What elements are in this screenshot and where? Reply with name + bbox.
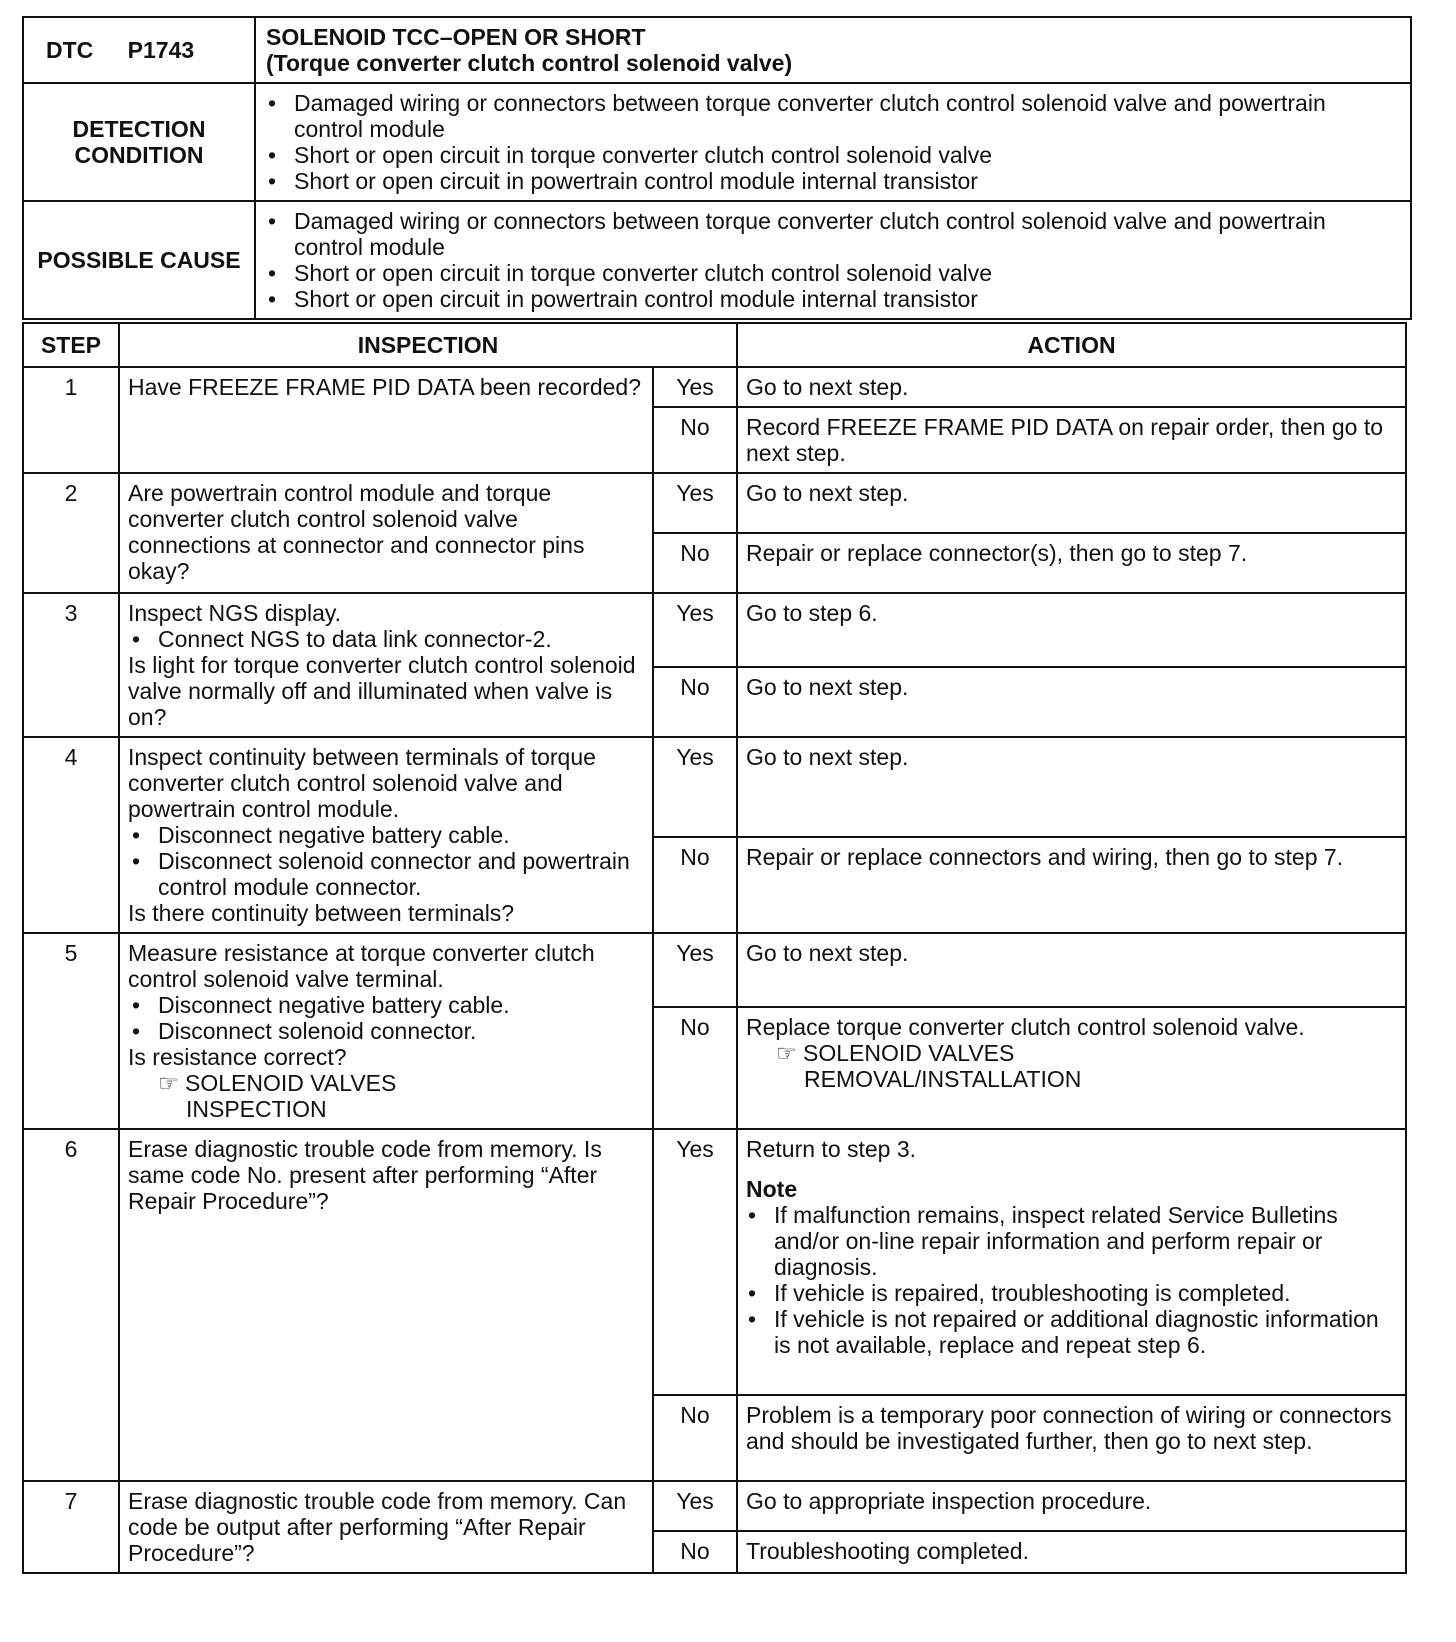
detection-item: • Damaged wiring or connectors between torque converter clutch control solenoid valve and powertrain control module	[294, 90, 1400, 142]
action-yes	[737, 1129, 1406, 1395]
action-no: Go to next step.	[737, 667, 1406, 737]
step-inspection	[119, 737, 653, 933]
inspection-bullet: • Disconnect negative battery cable.	[158, 822, 644, 848]
answer-no: No	[653, 667, 737, 737]
reference-line1: SOLENOID VALVES	[803, 1040, 1015, 1067]
step-number: 1	[23, 367, 119, 473]
note-title: Note	[746, 1176, 798, 1202]
inspection-question: Is resistance correct?	[128, 1044, 347, 1070]
inspection-text: Inspect NGS display.	[128, 600, 342, 626]
step-number: 4	[23, 737, 119, 933]
dtc-title	[255, 17, 1411, 83]
action-no: Troubleshooting completed.	[737, 1531, 1406, 1573]
table-row	[23, 593, 1406, 667]
cause-item: • Short or open circuit in powertrain control module internal transistor	[294, 286, 1400, 312]
dtc-label: DTC	[46, 37, 94, 63]
action-no: Repair or replace connectors and wiring, then go to step 7.	[737, 837, 1406, 933]
table-row	[23, 1481, 1406, 1531]
table-row	[23, 473, 1406, 533]
dtc-cell	[23, 17, 255, 83]
step-inspection	[119, 933, 653, 1129]
column-header-step: STEP	[23, 323, 119, 367]
dtc-header-table	[22, 16, 1412, 320]
dtc-title-line2: (Torque converter clutch control solenoid valve)	[266, 50, 793, 76]
table-row	[23, 367, 1406, 407]
detection-condition-list	[255, 83, 1411, 201]
step-number: 7	[23, 1481, 119, 1573]
step-number: 6	[23, 1129, 119, 1481]
action-yes: Go to next step.	[737, 473, 1406, 533]
answer-yes: Yes	[653, 473, 737, 533]
table-row	[23, 1129, 1406, 1395]
action-yes: Go to next step.	[737, 367, 1406, 407]
possible-cause-list	[255, 201, 1411, 319]
step-inspection: Have FREEZE FRAME PID DATA been recorded?	[119, 367, 653, 473]
action-yes: Go to appropriate inspection procedure.	[737, 1481, 1406, 1531]
inspection-text: Inspect continuity between terminals of torque converter clutch control solenoid valve and powertrain control module.	[128, 744, 596, 822]
cause-item: • Short or open circuit in torque converter clutch control solenoid valve	[294, 260, 1400, 286]
inspection-bullet: • Disconnect negative battery cable.	[158, 992, 644, 1018]
inspection-question: Is there continuity between terminals?	[128, 900, 515, 926]
note-item: • If malfunction remains, inspect related Service Bulletins and/or on-line repair information and perform repair or diagnosis.	[774, 1202, 1397, 1280]
pointing-hand-icon: ☞	[158, 1070, 179, 1096]
step-inspection	[119, 593, 653, 737]
note-item: • If vehicle is repaired, troubleshooting is completed.	[774, 1280, 1397, 1306]
answer-no: No	[653, 533, 737, 593]
answer-yes: Yes	[653, 933, 737, 1007]
answer-yes: Yes	[653, 1129, 737, 1395]
action-no: Record FREEZE FRAME PID DATA on repair order, then go to next step.	[737, 407, 1406, 473]
answer-yes: Yes	[653, 593, 737, 667]
answer-no: No	[653, 1531, 737, 1573]
detection-item: • Short or open circuit in powertrain control module internal transistor	[294, 168, 1400, 194]
answer-no: No	[653, 1395, 737, 1481]
inspection-question: Is light for torque converter clutch control solenoid valve normally off and illuminated when valve is on?	[128, 652, 636, 730]
action-yes: Go to next step.	[737, 933, 1406, 1007]
reference-line2: REMOVAL/INSTALLATION	[804, 1066, 1082, 1093]
action-yes-text: Return to step 3.	[746, 1136, 917, 1162]
reference-line2: INSPECTION	[186, 1096, 327, 1122]
steps-table	[22, 322, 1407, 1574]
column-header-inspection: INSPECTION	[119, 323, 737, 367]
cause-item: • Damaged wiring or connectors between torque converter clutch control solenoid valve and powertrain control module	[294, 208, 1400, 260]
column-header-action: ACTION	[737, 323, 1406, 367]
answer-yes: Yes	[653, 737, 737, 837]
answer-no: No	[653, 1007, 737, 1129]
inspection-bullet: • Disconnect solenoid connector and powertrain control module connector.	[158, 848, 644, 900]
step-inspection: Erase diagnostic trouble code from memory. Is same code No. present after performing “After Repair Procedure”?	[119, 1129, 653, 1481]
answer-no: No	[653, 837, 737, 933]
reference-link[interactable]	[158, 1070, 396, 1122]
pointing-hand-icon: ☞	[776, 1040, 797, 1067]
detection-item: • Short or open circuit in torque converter clutch control solenoid valve	[294, 142, 1400, 168]
answer-no: No	[653, 407, 737, 473]
possible-cause-label: POSSIBLE CAUSE	[23, 201, 255, 319]
reference-link[interactable]	[776, 1040, 1081, 1092]
inspection-bullet: • Disconnect solenoid connector.	[158, 1018, 644, 1044]
inspection-text: Measure resistance at torque converter clutch control solenoid valve terminal.	[128, 940, 595, 992]
dtc-title-line1: SOLENOID TCC–OPEN OR SHORT	[266, 24, 646, 50]
step-inspection: Are powertrain control module and torque converter clutch control solenoid valve connections at connector and connector pins okay?	[119, 473, 653, 593]
answer-yes: Yes	[653, 367, 737, 407]
step-number: 3	[23, 593, 119, 737]
table-row	[23, 933, 1406, 1007]
action-no: Problem is a temporary poor connection of wiring or connectors and should be investigated further, then go to next step.	[737, 1395, 1406, 1481]
reference-line1: SOLENOID VALVES	[185, 1070, 397, 1096]
step-number: 5	[23, 933, 119, 1129]
inspection-bullet: • Connect NGS to data link connector-2.	[158, 626, 644, 652]
detection-condition-label: DETECTION CONDITION	[23, 83, 255, 201]
step-number: 2	[23, 473, 119, 593]
action-no-text: Replace torque converter clutch control solenoid valve.	[746, 1014, 1305, 1041]
action-no	[737, 1007, 1406, 1129]
table-row	[23, 737, 1406, 837]
note-item: • If vehicle is not repaired or additional diagnostic information is not available, replace and repeat step 6.	[774, 1306, 1397, 1358]
action-yes: Go to step 6.	[737, 593, 1406, 667]
answer-yes: Yes	[653, 1481, 737, 1531]
action-no: Repair or replace connector(s), then go to step 7.	[737, 533, 1406, 593]
action-yes: Go to next step.	[737, 737, 1406, 837]
step-inspection: Erase diagnostic trouble code from memory. Can code be output after performing “After Repair Procedure”?	[119, 1481, 653, 1573]
dtc-code: P1743	[127, 37, 195, 63]
